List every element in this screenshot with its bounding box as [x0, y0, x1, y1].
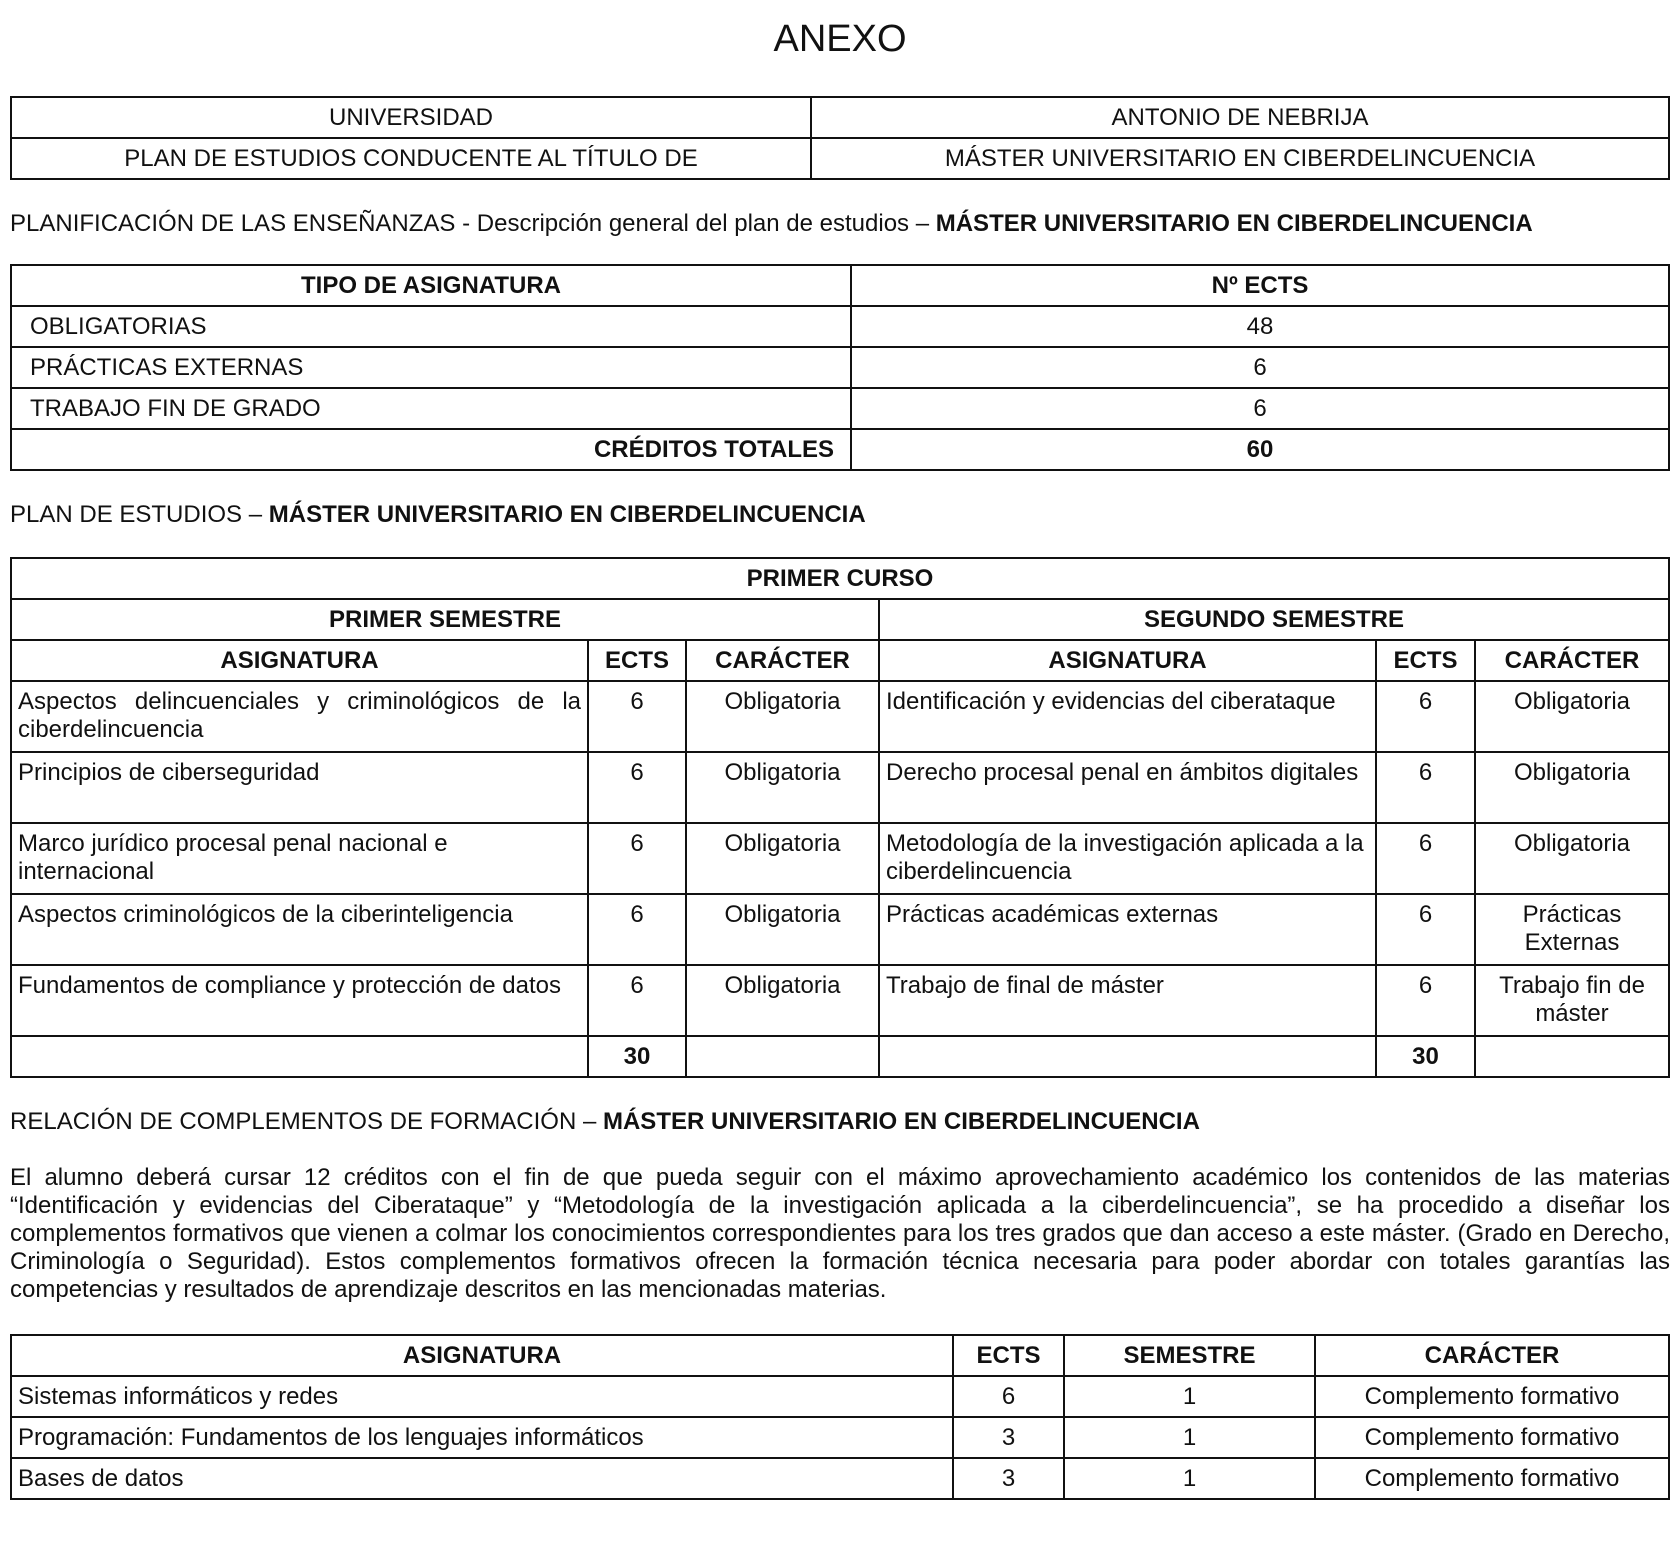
subject-cell: Bases de datos — [11, 1458, 953, 1499]
table-header-row — [11, 1335, 1669, 1376]
table-row — [11, 138, 1669, 179]
semester-cell: 1 — [1064, 1417, 1315, 1458]
semester-cell: 1 — [1064, 1458, 1315, 1499]
character-cell: Obligatoria — [686, 894, 879, 965]
table-row — [11, 752, 1669, 823]
plan-value: MÁSTER UNIVERSITARIO EN CIBERDELINCUENCIA — [811, 138, 1669, 179]
subject-cell: Trabajo de final de máster — [879, 965, 1376, 1036]
page-title: ANEXO — [773, 18, 907, 60]
header-ects: ECTS — [588, 640, 686, 681]
subject-cell: Identificación y evidencias del ciberataque — [879, 681, 1376, 752]
complements-paragraph: El alumno deberá cursar 12 créditos con el fin de que pueda seguir con el máximo aprovechamiento académico los contenidos de las materias “Identificación y evidencias del Ciberataque” y “Metodología de la investigación aplicada a la ciberdelincuencia”, se ha procedido a diseñar los complementos formativos que vienen a colmar los conocimientos correspondientes para los tres grados que dan acceso a este máster. (Grado en Derecho, Criminología o Seguridad). Estos complementos formativos ofrecen la formación técnica necesaria para poder abordar con totales garantías las competencias y resultados de aprendizaje descritos en las mencionadas materias. — [10, 1164, 1670, 1303]
character-cell: Obligatoria — [686, 823, 879, 894]
empty-cell — [1475, 1036, 1669, 1077]
subject-cell: Fundamentos de compliance y protección de datos — [11, 965, 588, 1036]
table-row — [11, 965, 1669, 1036]
header-tipo-asignatura: TIPO DE ASIGNATURA — [11, 265, 851, 306]
character-cell: Obligatoria — [686, 752, 879, 823]
subject-cell: Metodología de la investigación aplicada a la ciberdelincuencia — [879, 823, 1376, 894]
character-cell: Complemento formativo — [1315, 1376, 1669, 1417]
type-cell: OBLIGATORIAS — [11, 306, 851, 347]
header-caracter: CARÁCTER — [686, 640, 879, 681]
university-table — [10, 96, 1670, 180]
total-row — [11, 429, 1669, 470]
university-label: UNIVERSIDAD — [11, 97, 811, 138]
table-header-row — [11, 265, 1669, 306]
table-row — [11, 347, 1669, 388]
type-cell: PRÁCTICAS EXTERNAS — [11, 347, 851, 388]
plan-heading-bold: MÁSTER UNIVERSITARIO EN CIBERDELINCUENCIA — [268, 501, 866, 528]
header-n-ects: Nº ECTS — [851, 265, 1669, 306]
complements-heading-prefix: RELACIÓN DE COMPLEMENTOS DE FORMACIÓN – — [10, 1108, 603, 1135]
empty-cell — [879, 1036, 1376, 1077]
course-header-row — [11, 558, 1669, 599]
header-asignatura: ASIGNATURA — [11, 640, 588, 681]
table-row — [11, 1376, 1669, 1417]
total-label: CRÉDITOS TOTALES — [11, 429, 851, 470]
table-row — [11, 97, 1669, 138]
character-cell: Obligatoria — [1475, 752, 1669, 823]
header-caracter: CARÁCTER — [1475, 640, 1669, 681]
ects-cell: 48 — [851, 306, 1669, 347]
ects-cell: 3 — [953, 1417, 1064, 1458]
plan-heading — [10, 501, 1670, 529]
total-row — [11, 1036, 1669, 1077]
ects-cell: 6 — [588, 752, 686, 823]
subject-cell: Marco jurídico procesal penal nacional e internacional — [11, 823, 588, 894]
course-header: PRIMER CURSO — [11, 558, 1669, 599]
total-value: 60 — [851, 429, 1669, 470]
planning-heading — [10, 210, 1670, 238]
ects-cell: 6 — [1376, 823, 1475, 894]
subject-cell: Prácticas académicas externas — [879, 894, 1376, 965]
empty-cell — [686, 1036, 879, 1077]
character-cell: Obligatoria — [686, 965, 879, 1036]
planning-heading-bold: MÁSTER UNIVERSITARIO EN CIBERDELINCUENCIA — [935, 210, 1533, 237]
ects-cell: 6 — [588, 894, 686, 965]
table-row — [11, 1458, 1669, 1499]
semester-cell: 1 — [1064, 1376, 1315, 1417]
ects-cell: 6 — [1376, 894, 1475, 965]
table-row — [11, 1417, 1669, 1458]
table-row — [11, 306, 1669, 347]
university-value: ANTONIO DE NEBRIJA — [811, 97, 1669, 138]
ects-cell: 6 — [851, 388, 1669, 429]
complements-table — [10, 1334, 1670, 1500]
study-plan-table — [10, 557, 1670, 1078]
subject-cell: Sistemas informáticos y redes — [11, 1376, 953, 1417]
character-cell: Trabajo fin de máster — [1475, 965, 1669, 1036]
complements-heading-bold: MÁSTER UNIVERSITARIO EN CIBERDELINCUENCIA — [602, 1108, 1200, 1135]
character-cell: Complemento formativo — [1315, 1417, 1669, 1458]
ects-cell: 6 — [953, 1376, 1064, 1417]
complements-heading — [10, 1108, 1670, 1136]
header-ects: ECTS — [1376, 640, 1475, 681]
header-asignatura: ASIGNATURA — [879, 640, 1376, 681]
semester-header-row — [11, 599, 1669, 640]
table-row — [11, 681, 1669, 752]
table-row — [11, 388, 1669, 429]
header-caracter: CARÁCTER — [1315, 1335, 1669, 1376]
character-cell: Obligatoria — [1475, 823, 1669, 894]
header-semestre: SEMESTRE — [1064, 1335, 1315, 1376]
column-header-row — [11, 640, 1669, 681]
subject-cell: Aspectos delincuenciales y criminológicos de la ciberdelincuencia — [11, 681, 588, 752]
plan-heading-prefix: PLAN DE ESTUDIOS – — [10, 501, 269, 528]
ects-summary-table — [10, 264, 1670, 471]
semester1-header: PRIMER SEMESTRE — [11, 599, 879, 640]
ects-cell: 6 — [851, 347, 1669, 388]
header-ects: ECTS — [953, 1335, 1064, 1376]
character-cell: Obligatoria — [1475, 681, 1669, 752]
header-asignatura: ASIGNATURA — [11, 1335, 953, 1376]
ects-cell: 6 — [588, 681, 686, 752]
ects-cell: 3 — [953, 1458, 1064, 1499]
table-row — [11, 894, 1669, 965]
subject-cell: Derecho procesal penal en ámbitos digitales — [879, 752, 1376, 823]
ects-cell: 6 — [1376, 965, 1475, 1036]
character-cell: Prácticas Externas — [1475, 894, 1669, 965]
character-cell: Complemento formativo — [1315, 1458, 1669, 1499]
empty-cell — [11, 1036, 588, 1077]
semester2-total: 30 — [1376, 1036, 1475, 1077]
character-cell: Obligatoria — [686, 681, 879, 752]
type-cell: TRABAJO FIN DE GRADO — [11, 388, 851, 429]
subject-cell: Aspectos criminológicos de la ciberinteligencia — [11, 894, 588, 965]
ects-cell: 6 — [1376, 752, 1475, 823]
semester2-header: SEGUNDO SEMESTRE — [879, 599, 1669, 640]
ects-cell: 6 — [1376, 681, 1475, 752]
document-page — [10, 0, 1670, 1500]
table-row — [11, 823, 1669, 894]
subject-cell: Programación: Fundamentos de los lenguajes informáticos — [11, 1417, 953, 1458]
planning-heading-prefix: PLANIFICACIÓN DE LAS ENSEÑANZAS - Descripción general del plan de estudios – — [10, 210, 936, 237]
semester1-total: 30 — [588, 1036, 686, 1077]
subject-cell: Principios de ciberseguridad — [11, 752, 588, 823]
ects-cell: 6 — [588, 965, 686, 1036]
plan-label: PLAN DE ESTUDIOS CONDUCENTE AL TÍTULO DE — [11, 138, 811, 179]
ects-cell: 6 — [588, 823, 686, 894]
